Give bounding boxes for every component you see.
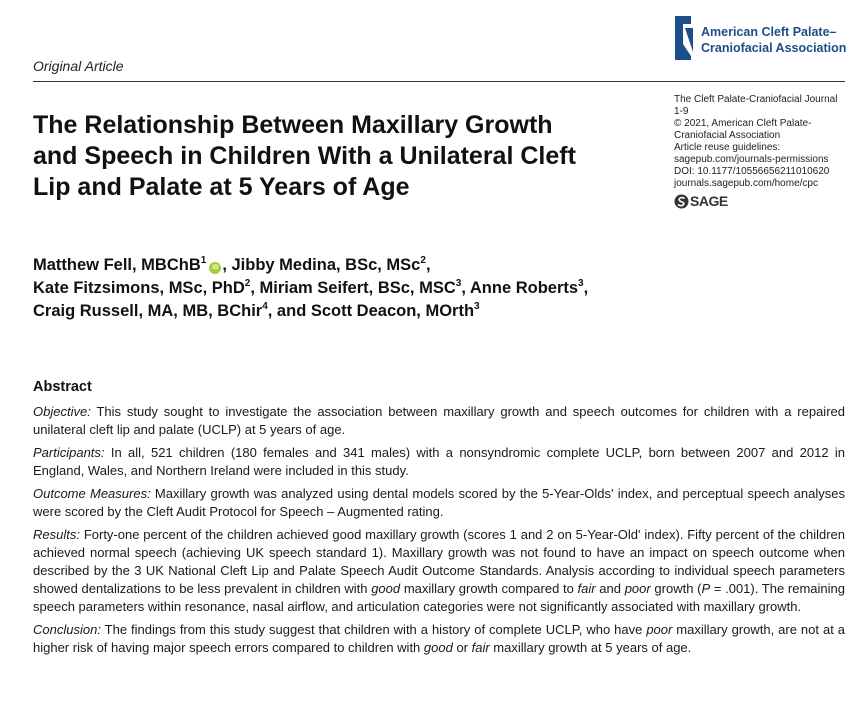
affiliation-marker: 3 (474, 301, 480, 312)
abstract-objective (33, 403, 845, 439)
journal-homepage-link[interactable]: journals.sagepub.com/home/cpc (674, 178, 818, 189)
author-name: , Jibby Medina, BSc, MSc (222, 256, 421, 274)
conclusion-label: Conclusion: (33, 622, 101, 637)
article-title (33, 110, 673, 203)
title-line-2: and Speech in Children With a Unilateral Cleft (33, 142, 576, 170)
sage-wordmark: SAGE (690, 193, 728, 209)
sage-swirl-icon (674, 194, 689, 209)
journal-pages: 1-9 (674, 106, 689, 117)
abstract-heading: Abstract (33, 379, 92, 395)
results-label: Results: (33, 527, 80, 542)
conclusion-text: maxillary growth at 5 years of age. (489, 640, 692, 655)
results-text: and (595, 581, 625, 596)
results-text: = .001). The remaining speech parameters within resonance, nasal airflow, and articulation categories were not significantly associated with maxillary growth. (33, 581, 845, 614)
outcome-text: Maxillary growth was analyzed using dental models scored by the 5-Year-Olds' index, and perceptual speech analyses were scored by the Cleft Audit Protocol for Speech – Augmented rating. (33, 486, 845, 519)
permissions-link[interactable]: sagepub.com/journals-permissions (674, 154, 829, 165)
outcome-label: Outcome Measures: (33, 486, 151, 501)
results-text: maxillary growth compared to (400, 581, 578, 596)
author-name: Craig Russell, MA, MB, BChir (33, 302, 263, 320)
affiliation-marker: 2 (244, 278, 251, 289)
sage-logo (674, 193, 854, 209)
conclusion-text: maxillary growth, are not at a higher risk of having major speech errors compared to children with (33, 622, 846, 655)
abstract-conclusion (33, 621, 845, 657)
abstract-participants (33, 444, 845, 480)
conclusion-text: or (452, 640, 472, 655)
conclusion-emphasis: poor (646, 622, 673, 637)
author-name: Kate Fitzsimons, MSc, PhD (33, 279, 245, 297)
conclusion-emphasis: fair (471, 640, 490, 655)
results-emphasis: good (371, 581, 401, 596)
abstract-body (33, 403, 845, 662)
author-name: Matthew Fell, MBChB (33, 256, 201, 274)
author-name: , and Scott Deacon, MOrth (267, 302, 475, 320)
abstract-results (33, 526, 845, 616)
results-p-value-symbol: P (701, 581, 711, 596)
title-line-1: The Relationship Between Maxillary Growth (33, 111, 553, 139)
header-divider (33, 81, 845, 82)
results-emphasis: poor (624, 581, 651, 596)
title-line-3: Lip and Palate at 5 Years of Age (33, 173, 410, 201)
participants-text: In all, 521 children (180 females and 341 males) with a nonsyndromic complete UCLP, born between 2007 and 2012 in England, Wales, and Northern Ireland were included in this study. (33, 445, 845, 478)
objective-text: This study sought to investigate the association between maxillary growth and speech outcomes for children with a repaired unilateral cleft lip and palate (UCLP) at 5 years of age. (33, 404, 845, 437)
logo-text-line-1: American Cleft Palate– (701, 25, 837, 39)
journal-info (674, 94, 854, 209)
abstract-outcome-measures (33, 485, 845, 521)
acpa-logo (673, 14, 853, 64)
affiliation-marker: 1 (200, 255, 207, 266)
affiliation-marker: 3 (455, 278, 462, 289)
reuse-guidelines-label: Article reuse guidelines: (674, 142, 781, 153)
participants-label: Participants: (33, 445, 105, 460)
copyright-line-1: © 2021, American Cleft Palate- (674, 118, 812, 129)
affiliation-marker: 4 (262, 301, 268, 312)
objective-label: Objective: (33, 404, 91, 419)
conclusion-emphasis: good (423, 640, 453, 655)
orcid-icon[interactable]: iD (209, 262, 221, 274)
results-text: Forty-one percent of the children achieved good maxillary growth (scores 1 and 2 on 5-Year-Old' index). Fifty percent of the children achieved normal speech (achieving UK speech standard 1). Maxillary growth was not found to have an impact on speech outcome when described by the 3 UK National Cleft Lip and Palate Speech Audit Outcome Standards. Analysis according to individual speech parameters showed dentalizations to be less prevalent in children with (33, 527, 845, 596)
author-separator: , (425, 256, 431, 274)
results-emphasis: fair (577, 581, 596, 596)
affiliation-marker: 2 (420, 255, 426, 266)
acpa-logo-icon (673, 14, 695, 62)
author-list (33, 254, 673, 323)
article-type-label: Original Article (33, 58, 124, 74)
author-name: , Miriam Seifert, BSc, MSC (250, 279, 456, 297)
logo-text-line-2: Craniofacial Association (701, 41, 847, 55)
author-separator: , (583, 279, 589, 297)
copyright-line-2: Craniofacial Association (674, 130, 781, 141)
conclusion-text: The findings from this study suggest that children with a history of complete UCLP, who have (100, 622, 647, 637)
results-text: growth ( (650, 581, 702, 596)
affiliation-marker: 3 (578, 278, 584, 289)
doi[interactable]: DOI: 10.1177/10556656211010620 (674, 166, 830, 177)
author-name: , Anne Roberts (461, 279, 579, 297)
journal-name: The Cleft Palate-Craniofacial Journal (674, 94, 838, 105)
